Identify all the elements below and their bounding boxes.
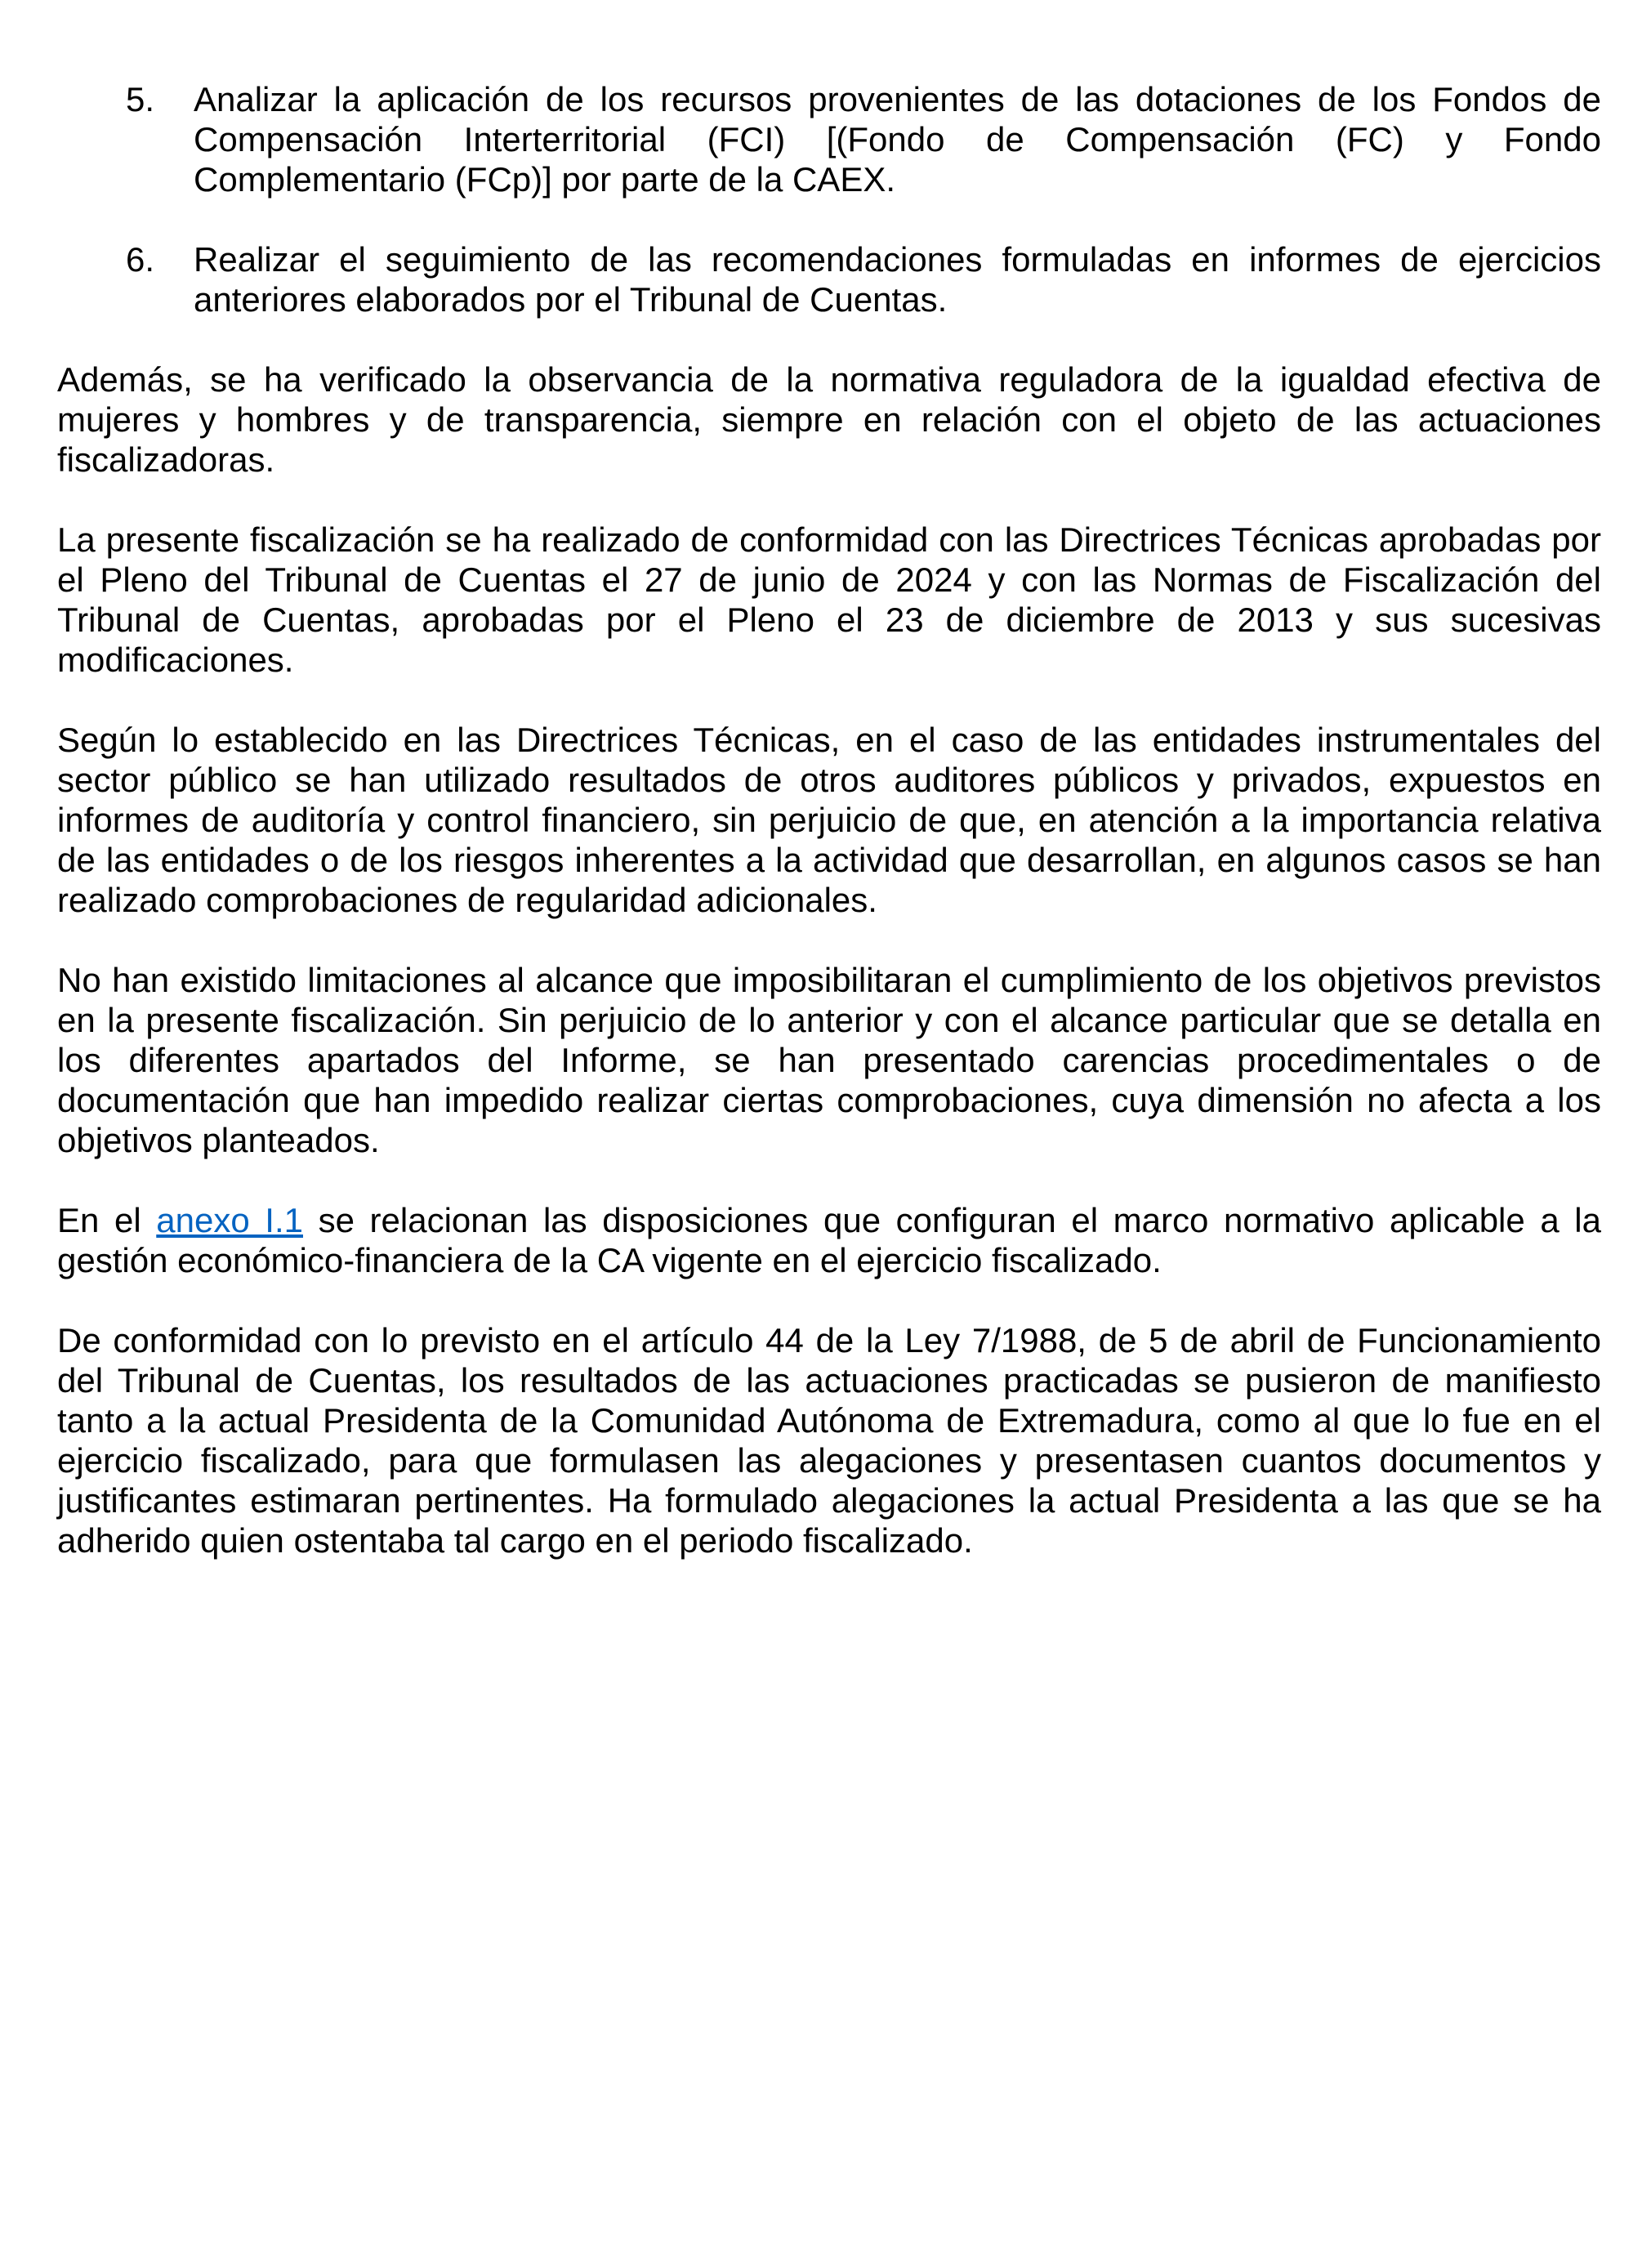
objective-list-item-6: [57, 239, 1601, 319]
list-item-number: 5.: [126, 80, 155, 118]
document-page: [57, 79, 1601, 1601]
paragraph-technical-directives: La presente fiscalización se ha realizado de conformidad con las Directrices Técnicas aprobadas por el Pleno del Tribunal de Cuentas el 27 de junio de 2024 y con las Normas de Fiscalización del Tribunal de Cuentas, aprobadas por el Pleno el 23 de diciembre de 2013 y sus sucesivas modificaciones.: [57, 520, 1601, 679]
list-item-number: 6.: [126, 240, 155, 279]
paragraph-instrumental-entities: Según lo establecido en las Directrices Técnicas, en el caso de las entidades instrumentales del sector público se han utilizado resultados de otros auditores públicos y privados, expuestos en informes de auditoría y control financiero, sin perjuicio de que, en atención a la importancia relativa de las entidades o de los riesgos inherentes a la actividad que desarrollan, en algunos casos se han realizado comprobaciones de regularidad adicionales.: [57, 721, 1601, 919]
paragraph-scope-limitations: No han existido limitaciones al alcance que imposibilitaran el cumplimiento de los objetivos previstos en la presente fiscalización. Sin perjuicio de lo anterior y con el alcance particular que se detalla en los diferentes apartados del Informe, se han presentado carencias procedimentales o de documentación que han impedido realizar ciertas comprobaciones, cuya dimensión no afecta a los objetivos planteados.: [57, 961, 1601, 1159]
annex-text-before: En el: [57, 1201, 157, 1239]
objective-list-item-5: [57, 79, 1601, 199]
paragraph-allegations: De conformidad con lo previsto en el artículo 44 de la Ley 7/1988, de 5 de abril de Funcionamiento del Tribunal de Cuentas, los resultados de las actuaciones practicadas se pusieron de manifiesto tanto a la actual Presidenta de la Comunidad Autónoma de Extremadura, como al que lo fue en el ejercicio fiscalizado, para que formulasen las alegaciones y presentasen cuantos documentos y justificantes estimaran pertinentes. Ha formulado alegaciones la actual Presidenta a las que se ha adherido quien ostentaba tal cargo en el periodo fiscalizado.: [57, 1321, 1601, 1560]
list-item-text: Realizar el seguimiento de las recomendaciones formuladas en informes de ejercicios anteriores elaborados por el Tribunal de Cuentas.: [194, 240, 1601, 319]
annex-link[interactable]: anexo I.1: [156, 1201, 303, 1239]
list-item-text: Analizar la aplicación de los recursos provenientes de las dotaciones de los Fondos de Compensación Interterritorial (FCI) [(Fondo de Compensación (FC) y Fondo Complementario (FCp)] por parte de la CAEX.: [194, 80, 1601, 199]
annex-text-after: se relacionan las disposiciones que configuran el marco normativo aplicable a la gestión económico-financiera de la CA vigente en el ejercicio fiscalizado.: [57, 1201, 1601, 1279]
paragraph-annex-reference: [57, 1200, 1601, 1280]
paragraph-equality-transparency: Además, se ha verificado la observancia de la normativa reguladora de la igualdad efectiva de mujeres y hombres y de transparencia, siempre en relación con el objeto de las actuaciones fiscalizadoras.: [57, 360, 1601, 479]
